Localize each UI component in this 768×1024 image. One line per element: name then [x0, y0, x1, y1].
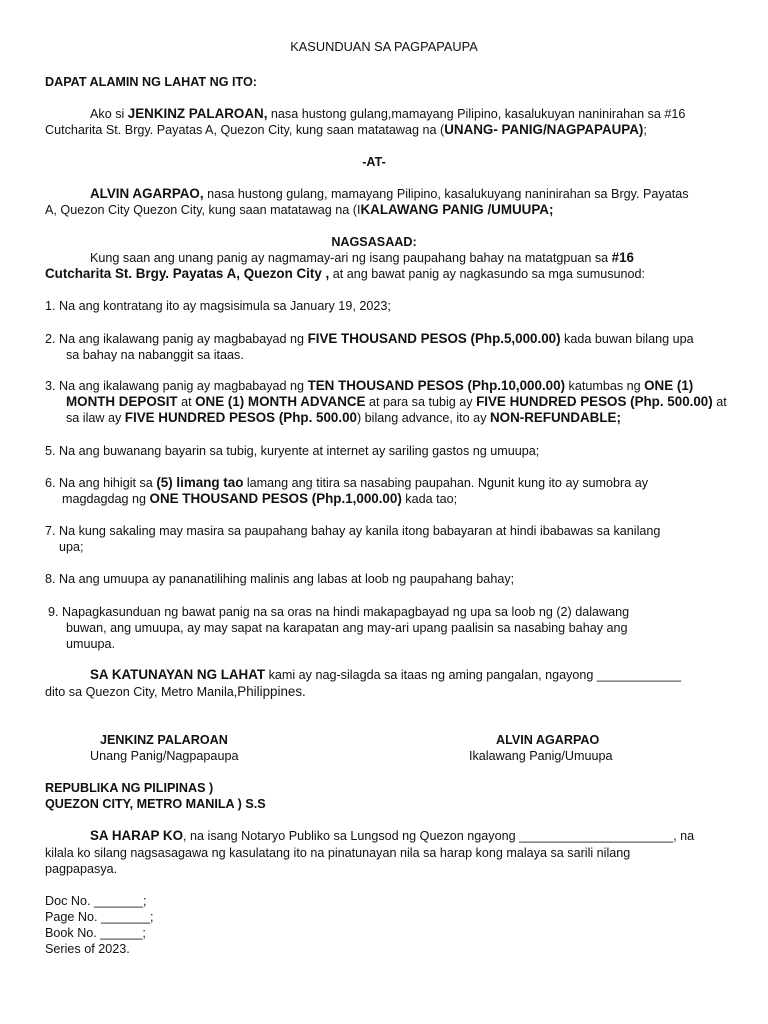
- nagsasaad-line1: Kung saan ang unang panig ay nagmamay-ari ng isang paupahang bahay na matatgpuan sa #16: [90, 250, 634, 265]
- doc-number: Doc No. _______;: [45, 894, 147, 908]
- page-number: Page No. _______;: [45, 910, 154, 924]
- item-1: 1. Na ang kontratang ito ay magsisimula sa January 19, 2023;: [45, 299, 391, 313]
- document-title: KASUNDUAN SA PAGPAPAUPA: [290, 39, 478, 54]
- item-9-line2: buwan, ang umuupa, ay may sapat na karapatan ang may-ari upang paalisin sa nasabing bahay ang: [66, 621, 628, 635]
- at-separator: -AT-: [362, 155, 386, 169]
- party1-line1: Ako si JENKINZ PALAROAN, nasa hustong gulang,mamayang Pilipino, kasalukuyan naninirahan sa #16: [90, 106, 686, 121]
- item-6-line1: 6. Na ang hihigit sa (5) limang tao lamang ang titira sa nasabing paupahan. Ngunit kung ito ay sumobra ay: [45, 475, 649, 490]
- signature-left-role: Unang Panig/Nagpapaupa: [90, 749, 239, 763]
- notary-line2: kilala ko silang nagsasagawa ng kasulatang ito na pinatunayan nila sa harap kong malaya sa sarili nilang: [45, 846, 631, 860]
- item-5: 5. Na ang buwanang bayarin sa tubig, kuryente at internet ay sariling gastos ng umuupa;: [45, 444, 540, 458]
- series-year: Series of 2023.: [45, 942, 130, 956]
- item-3-line1: 3. Na ang ikalawang panig ay magbabayad ng TEN THOUSAND PESOS (Php.10,000.00) katumbas ng ONE (1): [45, 378, 694, 393]
- witness-line2: dito sa Quezon City, Metro Manila,Philippines.: [45, 684, 306, 699]
- signature-left-name: JENKINZ PALAROAN: [100, 733, 228, 747]
- item-2-line1: 2. Na ang ikalawang panig ay magbabayad ng FIVE THOUSAND PESOS (Php.5,000.00) kada buwan bilang upa: [45, 331, 694, 346]
- intro-heading: DAPAT ALAMIN NG LAHAT NG ITO:: [45, 75, 257, 89]
- nagsasaad-line2: Cutcharita St. Brgy. Payatas A, Quezon City , at ang bawat panig ay nagkasundo sa mga sumusunod:: [45, 266, 646, 281]
- nagsasaad-heading: NAGSASAAD:: [331, 235, 417, 249]
- notary-line1: SA HARAP KO, na isang Notaryo Publiko sa Lungsod ng Quezon ngayong ______________________, na: [90, 828, 695, 843]
- book-number: Book No. ______;: [45, 926, 146, 940]
- party2-line1: ALVIN AGARPAO, nasa hustong gulang, mamayang Pilipino, kasalukuyang naninirahan sa Brgy. Payatas: [90, 186, 689, 201]
- item-7-line1: 7. Na kung sakaling may masira sa paupahang bahay ay kanila itong babayaran at hindi ibabawas sa kanilang: [45, 524, 661, 538]
- item-7-line2: upa;: [59, 540, 84, 554]
- item-9-line3: umuupa.: [66, 637, 116, 651]
- signature-right-role: Ikalawang Panig/Umuupa: [469, 749, 613, 763]
- item-3-line3: sa ilaw ay FIVE HUNDRED PESOS (Php. 500.00) bilang advance, ito ay NON-REFUNDABLE;: [66, 410, 621, 425]
- item-8: 8. Na ang umuupa ay pananatilihing malinis ang labas at loob ng paupahang bahay;: [45, 572, 515, 586]
- item-6-line2: magdagdag ng ONE THOUSAND PESOS (Php.1,000.00) kada tao;: [62, 491, 458, 506]
- witness-line1: SA KATUNAYAN NG LAHAT kami ay nag-silagda sa itaas ng aming pangalan, ngayong ____________: [90, 667, 681, 682]
- venue-line1: REPUBLIKA NG PILIPINAS ): [45, 781, 214, 795]
- item-3-line2: MONTH DEPOSIT at ONE (1) MONTH ADVANCE at para sa tubig ay FIVE HUNDRED PESOS (Php. 500.00) at: [66, 394, 727, 409]
- item-2-line2: sa bahay na nabanggit sa itaas.: [66, 348, 244, 362]
- signature-right-name: ALVIN AGARPAO: [496, 733, 600, 747]
- party1-line2: Cutcharita St. Brgy. Payatas A, Quezon City, kung saan matatawag na (UNANG- PANIG/NAGPAPAUPA);: [45, 122, 647, 137]
- item-9-line1: 9. Napagkasunduan ng bawat panig na sa oras na hindi makapagbayad ng upa sa loob ng (2) dalawang: [48, 605, 630, 619]
- notary-line3: pagpapasya.: [45, 862, 118, 876]
- party2-line2: A, Quezon City Quezon City, kung saan matatawag na (IKALAWANG PANIG /UMUUPA;: [45, 202, 554, 217]
- venue-line2: QUEZON CITY, METRO MANILA ) S.S: [45, 797, 266, 811]
